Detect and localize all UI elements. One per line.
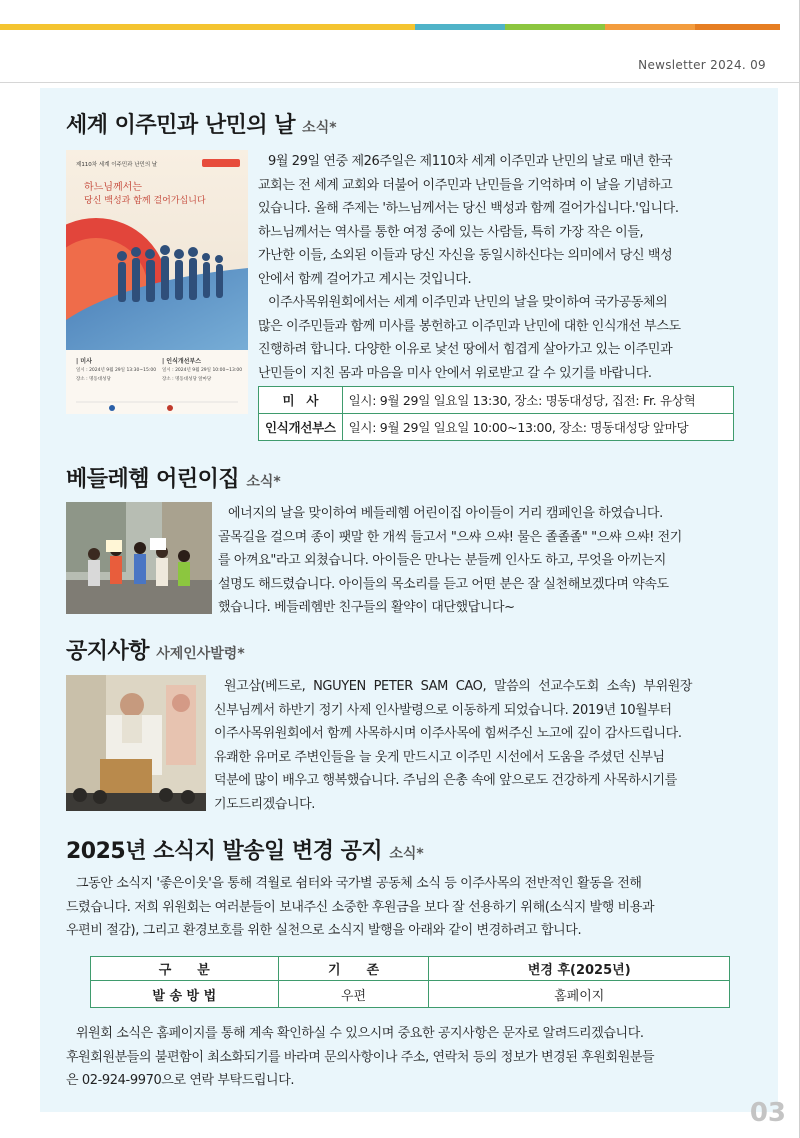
- section2-line: 설명도 해드렸습니다. 아이들의 목소리를 듣고 어떤 분은 잘 실천해보겠다며 약속도: [218, 576, 669, 592]
- poster-col2-title: | 인식개선부스: [162, 358, 202, 365]
- event-info-value: 일시: 9월 29일 일요일 13:30, 장소: 명동대성당, 집전: Fr. 유상혁: [342, 387, 733, 414]
- poster-headline-1: 하느님께서는: [84, 182, 142, 193]
- section4-intro-line: 드렸습니다. 저희 위원회는 여러분들이 보내주신 소중한 후원금을 보다 잘 선용하기 위해(소식지 발행 비용과: [66, 899, 655, 915]
- section3-line: 이주사목위원회에서 함께 사목하시며 이주사목에 힘써주신 노고에 깊이 감사드립니다.: [214, 726, 682, 741]
- priest-photo-graphic: [66, 675, 206, 811]
- poster-col1-line2: 장소 : 명동대성당: [76, 377, 111, 382]
- event-info-table: [258, 386, 734, 441]
- section1-line: 교회는 전 세계 교회와 더불어 이주민과 난민들을 기억하며 이 날을 기념하고: [258, 177, 673, 193]
- color-bar-segment-orange: [605, 24, 695, 30]
- poster-col1-line1: 일시 : 2024년 9월 29일 13:30~15:00: [76, 368, 157, 373]
- section2-title-text: 베들레헴 어린이집: [66, 467, 240, 492]
- event-info-label: 미 사: [259, 387, 343, 414]
- section2-tag: 소식*: [246, 474, 281, 490]
- section1-line: 있습니다. 올해 주제는 '하느님께서는 당신 백성과 함께 걸어가십니다.'입니다.: [258, 201, 679, 216]
- section4-intro-line: 우편비 절감), 그리고 환경보호를 위한 실천으로 소식지 발행을 아래와 같이 변경하려고 합니다.: [66, 923, 582, 938]
- section4-outro-line: 위원회 소식은 홈페이지를 통해 계속 확인하실 수 있으시며 중요한 공지사항은 문자로 알려드리겠습니다.: [76, 1026, 644, 1041]
- color-bar-segment-dark-orange: [695, 24, 780, 30]
- event-info-value: 일시: 9월 29일 일요일 10:00~13:00, 장소: 명동대성당 앞마당: [342, 414, 733, 441]
- newsletter-label: Newsletter 2024. 09: [638, 58, 766, 72]
- section2-line: 를 아껴요"라고 외쳤습니다. 아이들은 만나는 분들께 인사도 하고, 무엇을 아끼는지: [218, 553, 666, 568]
- section2-line: 에너지의 날을 맞이하여 베들레헴 어린이집 아이들이 거리 캠페인을 하였습니다.: [228, 506, 663, 521]
- kindergarten-photo-graphic: [66, 502, 212, 614]
- table-row: [259, 387, 734, 414]
- section1-line: 난민들이 지친 몸과 마음을 미사 안에서 위로받고 갈 수 있기를 바랍니다.: [258, 365, 652, 381]
- table-row: [91, 981, 730, 1008]
- section1-title: [66, 112, 746, 142]
- table-header-before: 기 존: [278, 957, 429, 981]
- section3-tag: 사제인사발령*: [156, 646, 245, 662]
- color-bar-segment-yellow-2: [200, 24, 415, 30]
- section3-line: 덕분에 많이 배우고 행복했습니다. 주님의 은총 속에 앞으로도 건강하게 사목하시기를: [214, 773, 677, 788]
- poster-logo-icon: [202, 159, 240, 167]
- section3-line: 신부님께서 하반기 정기 사제 인사발령으로 이동하게 되었습니다. 2019년 10월부터: [214, 702, 672, 718]
- kindergarten-campaign-photo: [66, 502, 212, 614]
- header-color-bar: [0, 24, 780, 30]
- delivery-change-table: [90, 956, 730, 1008]
- section1-line: 이주사목위원회에서는 세계 이주민과 난민의 날을 맞이하여 국가공동체의: [268, 295, 668, 310]
- section3-body: [214, 675, 746, 816]
- table-row: [259, 414, 734, 441]
- section1-line: 많은 이주민들과 함께 미사를 봉헌하고 이주민과 난민에 대한 인식개선 부스도: [258, 318, 681, 334]
- section1-title-text: 세계 이주민과 난민의 날: [66, 113, 295, 138]
- section4-outro-line: 후원회원분들의 불편함이 최소화되기를 바라며 문의사항이나 주소, 연락처 등의 정보가 변경된 후원회원분들: [66, 1049, 655, 1065]
- section1-line: 하느님께서는 역사를 통한 여정 중에 있는 사람들, 특히 가장 작은 이들,: [258, 224, 644, 240]
- table-cell-after: 홈페이지: [429, 981, 730, 1008]
- table-cell-category: 발 송 방 법: [91, 981, 279, 1008]
- color-bar-segment-green: [505, 24, 605, 30]
- section2-line: 했습니다. 베들레헴반 친구들의 활약이 대단했답니다~: [218, 600, 515, 615]
- table-header-category: 구 분: [91, 957, 279, 981]
- poster-col2-line2: 장소 : 명동대성당 앞마당: [162, 377, 212, 382]
- poster-col1-title: | 미사: [76, 358, 92, 365]
- section3-title: [66, 638, 746, 668]
- color-bar-segment-yellow: [0, 24, 200, 30]
- section4-title-text: 2025년 소식지 발송일 변경 공지: [66, 839, 383, 864]
- section2-body: [218, 502, 744, 620]
- section4-title: [66, 838, 746, 868]
- section4-tag: 소식*: [389, 846, 424, 862]
- event-info-label: 인식개선부스: [259, 414, 343, 441]
- section1-line: 안에서 함께 걸어가고 계시는 것입니다.: [258, 271, 472, 287]
- section1-line: 9월 29일 연중 제26주일은 제110차 세계 이주민과 난민의 날로 매년 한국: [268, 154, 673, 169]
- poster-top-line: 제110차 세계 이주민과 난민의 날: [76, 162, 158, 168]
- section4-intro: [66, 872, 746, 943]
- section4-outro: [66, 1022, 746, 1093]
- section3-title-text: 공지사항: [66, 639, 150, 664]
- section1-line: 진행하려 합니다. 다양한 이유로 낯선 땅에서 힘겹게 살아가고 있는 이주민과: [258, 342, 673, 357]
- poster-col2-line1: 일시 : 2024년 9월 29일 10:00~13:00: [162, 368, 243, 373]
- table-cell-before: 우편: [278, 981, 429, 1008]
- section3-line: 유쾌한 유머로 주변인들을 늘 웃게 만드시고 이주민 시선에서 도움을 주셨던 신부님: [214, 749, 665, 765]
- table-header-after: 변경 후(2025년): [429, 957, 730, 981]
- priest-photo: [66, 675, 206, 811]
- page-number: 03: [749, 1098, 786, 1128]
- section4-outro-line: 은 02-924-9970으로 연락 부탁드립니다.: [66, 1073, 295, 1088]
- section3-line: 원고삼(베드로, NGUYEN PETER SAM CAO, 말씀의 선교수도회 소속) 부위원장: [224, 679, 693, 694]
- section2-line: 골목길을 걸으며 종이 팻말 한 개씩 들고서 "으쌰 으쌰! 물은 졸졸졸" "으쌰 으쌰! 전기: [218, 529, 682, 545]
- section2-title: [66, 466, 746, 496]
- color-bar-segment-teal: [415, 24, 505, 30]
- poster-headline-2: 당신 백성과 함께 걸어가십니다: [84, 196, 206, 206]
- section1-tag: 소식*: [302, 120, 337, 136]
- section1-body: [258, 150, 744, 385]
- header-divider: [0, 82, 800, 83]
- section1-line: 가난한 이들, 소외된 이들과 당신 자신을 동일시하신다는 의미에서 당신 백성: [258, 248, 673, 263]
- section3-line: 기도드리겠습니다.: [214, 796, 315, 812]
- table-header-row: [91, 957, 730, 981]
- migrant-day-poster: [66, 150, 248, 414]
- section4-intro-line: 그동안 소식지 '좋은이웃'을 통해 격월로 쉼터와 국가별 공동체 소식 등 이주사목의 전반적인 활동을 전해: [76, 876, 642, 891]
